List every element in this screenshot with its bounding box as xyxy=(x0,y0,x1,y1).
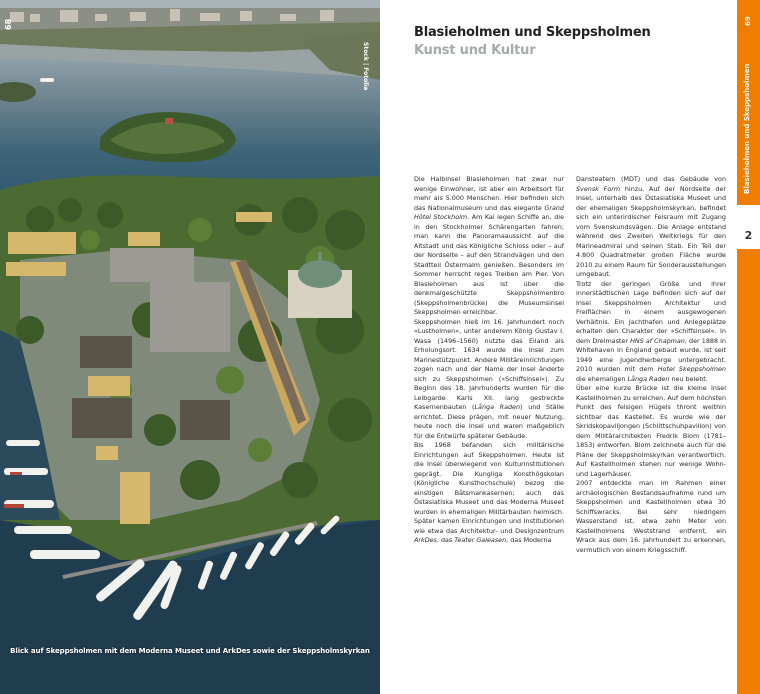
article-title: Blasieholmen und Skeppsholmen xyxy=(414,25,651,40)
paragraph: Dansteatern (MDT) und das Gebäude von Svensk Form hinzu. Auf der Nordseite der Insel, unterhalb des Östasiatiska Museet und der ehemaligen Skeppsholmskyrkan, befindet sich ein unterirdischer Felsraum mit Zugang vom Svenskundsvägen. Die Anlage entstand während des Zweiten Weltkriegs für den Marineadmiral und seinen Stab. Ein Teil der 4.800 Quadratmeter großen Fläche wurde 2010 zu einem Raum für Sonderausstellungen umgebaut. xyxy=(576,175,727,278)
chapter-number: 2 xyxy=(737,223,760,249)
page-number-right: 69 xyxy=(744,16,752,26)
page-number-left: 68 xyxy=(4,18,13,30)
paragraph: 2007 entdeckte man im Rahmen einer archäologischen Bestandsaufnahme rund um Skeppsholmen und Kastellholmen etwa 30 Schiffswracks. Bei sehr niedrigem Wasserstand ist, etwa zehn Meter von Kastellholmens Weststrand entfernt, ein Wrack aus dem 16. Jahrhundert zu erkennen, vermutlich von einem Kriegsschiff. xyxy=(576,479,726,554)
photo-caption: Blick auf Skeppsholmen mit dem Moderna Museet und ArkDes sowie der Skeppsholmskyrkan xyxy=(10,647,370,655)
side-strip xyxy=(737,249,760,694)
paragraph: Trotz der geringen Größe und ihrer innerstädtischen Lage befinden sich auf der Insel Skeppsholmen Architektur und Freiflächen in einem ausgewogenen Verhältnis. Ein Jachthafen und Anlegeplätze erhalten den Charakter der »Schiffsinsel«. In dem Dreimaster HNS af Chapman, der 1888 in Whitehaven in England gebaut wurde, ist seit 1949 eine Jugendherberge untergebracht. 2010 wurden mit dem Hotel Skeppsholmen die ehemaligen Långa Raden neu belebt. xyxy=(576,279,726,383)
text-column-right xyxy=(576,175,726,555)
article-subtitle: Kunst und Kultur xyxy=(414,43,536,58)
photo-credit: Stock | Fotolia xyxy=(362,42,369,91)
paragraph: Skeppsholmen hieß im 16. Jahrhundert noch »Lustholmen«, unter anderem König Gustav I. Wasa (1496–1560) nutzte das Eiland als Erholungsort. 1634 wurde die Insel zum Marinestützpunkt. Andere Militäreinrichtungen zogen nach und der Name der Insel änderte sich zu Skeppsholmen (»Schiffsinsel«). Zu Beginn des 18. Jahrhunderts wurden für die Leibgarde Karls XII. lang gestreckte Kasernenbauten (Långa Raden) und Ställe errichtet. Diese prägen, mit neuer Nutzung, heute noch die Insel und waren maßgeblich für die Entwürfe späterer Gebäude. xyxy=(414,317,564,440)
side-tab-section-title: Blasieholmen und Skeppsholmen xyxy=(743,63,751,194)
paragraph: Über eine kurze Brücke ist die kleine Insel Kastellholmen zu erreichen. Auf dem höchsten Punkt des felsigen Hügels thront weithin sichtbar das Kastellet. Es wurde wie der Skridskopaviljongen (Schlittschuhpavillon) von dem Militärarchitekten Fredrik Blom (1781–1853) entworfen. Blom zeichnete auch für die Pläne der Skeppsholmskyrkan verantwortlich. Auf Kastellholmen stehen nur wenige Wohn- und Lagerhäuser. xyxy=(576,384,726,478)
paragraph: Die Halbinsel Blasieholmen hat zwar nur wenige Einwohner, ist aber ein Arbeitsort für mehr als 5.000 Menschen. Hier befinden sich das Nationalmuseum und das elegante Grand Hôtel Stockholm. Am Kai legen Schiffe an, die in den Stockholmer Schärengarten fahren; man kann die Panoramaaussicht auf die Altstadt und das Königliche Schloss oder – auf der Nordseite – auf den Strandvägen und den Stadtteil Östermalm genießen. Besonders im Sommer herrscht reges Treiben am Pier. Von Blasieholmen aus ist über die denkmalgeschützte Skeppsholmenbro (Skeppsholmenbrücke) die Museumsinsel Skeppsholmen erreichbar. xyxy=(414,175,565,316)
text-column-left xyxy=(414,175,564,546)
paragraph: Bis 1968 befanden sich militärische Einrichtungen auf Skeppsholmen. Heute ist die Insel überwiegend von Kulturinstitutionen geprägt. Die Kungliga Konsthögskolan (Königliche Kunsthochschule) bezog die einstigen Båtsmankasernen; auch das Östasiatiska Museet und das Moderna Museet wurden in ehemaligen Militärbauten heimisch. Später kamen Einrichtungen und Institutionen wie etwa das Architektur- und Designzentrum ArkDes, das Teater Galeasen, das Moderna xyxy=(414,441,564,544)
side-tab xyxy=(737,0,760,205)
